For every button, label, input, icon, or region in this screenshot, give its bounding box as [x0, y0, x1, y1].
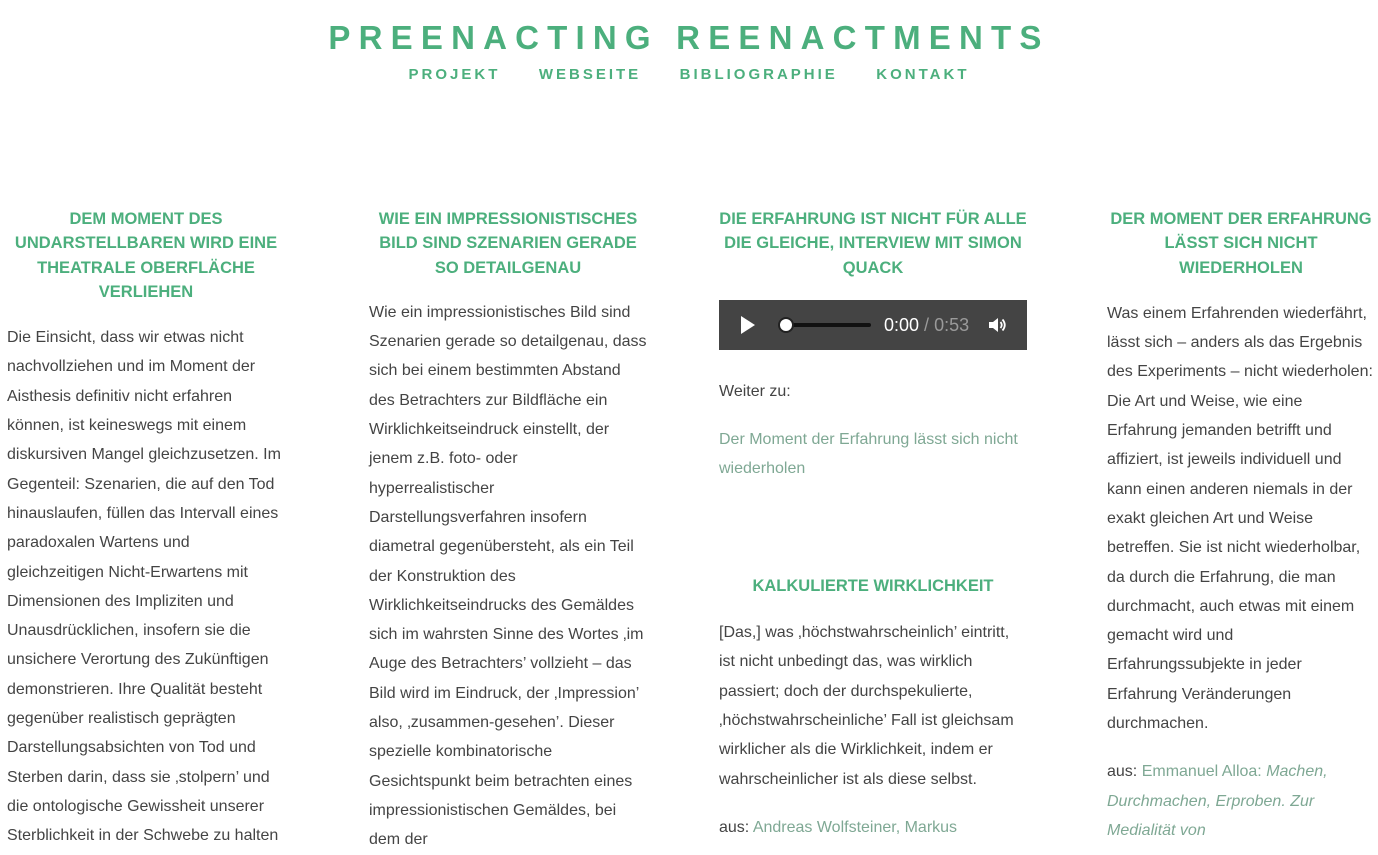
nav-kontakt[interactable]: KONTAKT	[876, 66, 970, 83]
article-column-1	[7, 207, 285, 851]
site-title[interactable]: PREENACTING REENACTMENTS	[328, 19, 1050, 56]
article-text: Was einem Erfahrenden wiederfährt, lässt sich – anders als das Ergebnis des Experiments – nicht wiederholen: Die Art und Weise, wie eine Erfahrung jemanden betrifft und affiziert, ist jeweils individuell und kann einen anderen niemals in der exakt gleichen Art und Weise betreffen. Sie ist nicht wiederholbar, da durch die Erfahrung, die man durchmacht, auch etwas mit einem gemacht wird und Erfahrungssubjekte in jeder Erfahrung Veränderungen durchmachen.	[1107, 304, 1373, 733]
volume-icon[interactable]	[987, 315, 1007, 335]
current-time: 0:00	[884, 314, 920, 335]
weiter-label: Weiter zu:	[719, 382, 791, 400]
time-display	[884, 313, 969, 337]
nav-bibliographie[interactable]: BIBLIOGRAPHIE	[679, 66, 838, 83]
main-nav	[0, 66, 1378, 84]
audio-player	[719, 300, 1027, 350]
article-text: Die Einsicht, dass wir etwas nicht nachvollziehen und im Moment der Aisthesis definitiv nicht erfahren können, ist keineswegs mit einem diskursiven Mangel gleichzusetzen. Im Gegenteil: Szenarien, die auf den Tod hinauslaufen, füllen das Intervall eines paradoxalen Wartens und gleichzeitigen Nicht-Erwartens mit Dimensionen des Impliziten und Unausdrücklichen, insofern sie die unsichere Verortung des Zukünftigen demonstrieren. Ihre Qualität besteht gegenüber realistisch geprägten Darstellungsabsichten von Tod und Sterben darin, dass sie ‚stolpern’ und die ontologische Gewissheit unserer Sterblichkeit in der Schwebe zu halten	[7, 329, 281, 845]
seek-handle[interactable]	[778, 317, 794, 333]
article-heading[interactable]: DEM MOMENT DES UNDARSTELLBAREN WIRD EINE THEATRALE OBERFLÄCHE VERLIEHEN	[14, 210, 278, 301]
article-column-2	[369, 207, 647, 855]
source-link[interactable]: Andreas Wolfsteiner, Markus	[752, 818, 958, 836]
time-separator: /	[919, 314, 935, 335]
weiter-link[interactable]: Der Moment der Erfahrung lässt sich nicht wiederholen	[719, 431, 1018, 478]
nav-projekt[interactable]: PROJEKT	[408, 66, 501, 83]
article-heading[interactable]: DER MOMENT DER ERFAHRUNG LÄSST SICH NICHT WIEDERHOLEN	[1110, 210, 1372, 277]
source-author: Emmanuel Alloa:	[1141, 763, 1267, 781]
article-column-3	[719, 207, 1027, 842]
source-title: Machen, Durchmachen, Erproben. Zur Medialität von	[1107, 763, 1328, 839]
play-icon[interactable]	[741, 316, 755, 334]
duration: 0:53	[934, 314, 970, 335]
article-column-4	[1107, 207, 1375, 845]
quote-text: [Das,] was ‚höchstwahrscheinlich’ eintritt, ist nicht unbedingt das, was wirklich passiert; doch der durchspekulierte, ‚höchstwahrscheinliche’ Fall ist gleichsam wirklicher als die Wirklichkeit, indem er wahrscheinlicher ist als diese selbst.	[719, 624, 1014, 788]
article-text: Wie ein impressionistisches Bild sind Szenarien gerade so detailgenau, dass sich bei einem bestimmten Abstand des Betrachters zur Bildfläche ein Wirklichkeitseindruck einstellt, der jenem z.B. foto- oder hyperrealistischer Darstellungsverfahren insofern diametral gegenübersteht, als ein Teil der Konstruktion des Wirklichkeitseindrucks des Gemäldes sich im wahrsten Sinne des Wortes ‚im Auge des Betrachters’ vollzieht – das Bild wird im Eindruck, der ‚Impression’ also, ‚zusammen-gesehen’. Dieser spezielle kombinatorische Gesichtspunkt beim betrachten eines impressionistischen Gemäldes, bei dem der	[369, 303, 647, 849]
source-prefix: aus:	[1107, 763, 1142, 781]
source-prefix: aus:	[719, 818, 753, 836]
article-heading[interactable]: WIE EIN IMPRESSIONISTISCHES BILD SIND SZENARIEN GERADE SO DETAILGENAU	[378, 210, 638, 277]
section-subheading: KALKULIERTE WIRKLICHKEIT	[752, 576, 994, 595]
article-heading[interactable]: DIE ERFAHRUNG IST NICHT FÜR ALLE DIE GLEICHE, INTERVIEW MIT SIMON QUACK	[719, 210, 1027, 277]
nav-webseite[interactable]: WEBSEITE	[538, 66, 642, 83]
